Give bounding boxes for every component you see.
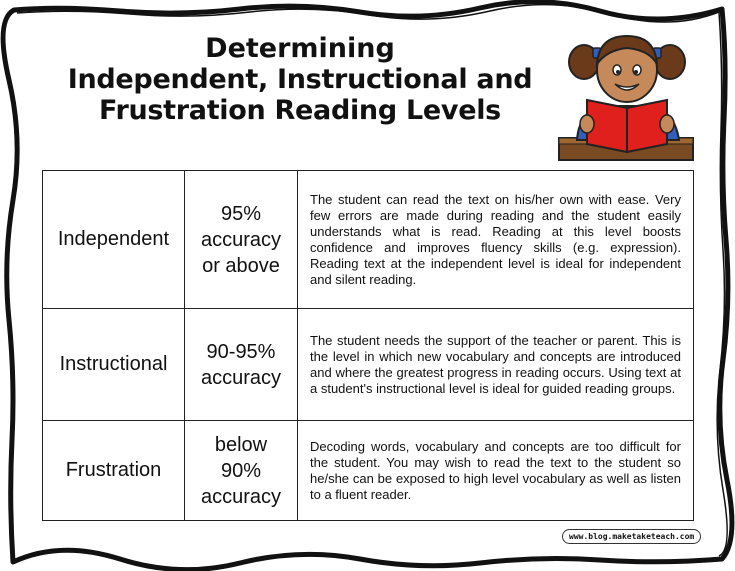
level-description: The student needs the support of the teacher or parent. This is the level in which new vocabulary and concepts are introduced and where the greatest progress in reading occurs. Using text at a student's instructional level is ideal for guided reading groups. bbox=[298, 309, 694, 421]
accuracy-line: accuracy bbox=[200, 228, 282, 251]
accuracy-line: 95% bbox=[220, 202, 262, 225]
table-row bbox=[43, 171, 694, 309]
accuracy-line: 90-95% bbox=[206, 340, 276, 363]
level-name: Frustration bbox=[43, 421, 185, 521]
level-name: Independent bbox=[43, 171, 185, 309]
level-name: Instructional bbox=[43, 309, 185, 421]
accuracy-line: accuracy bbox=[200, 485, 282, 508]
accuracy-line: below bbox=[214, 433, 268, 456]
level-accuracy bbox=[185, 309, 298, 421]
source-url[interactable]: www.blog.maketaketeach.com bbox=[562, 529, 701, 544]
level-accuracy bbox=[185, 421, 298, 521]
title-line-3: Frustration Reading Levels bbox=[99, 95, 501, 126]
reading-levels-table bbox=[42, 170, 694, 521]
table-row bbox=[43, 421, 694, 521]
girl-reading-book-icon bbox=[557, 20, 697, 165]
accuracy-line: 90% bbox=[220, 459, 262, 482]
accuracy-line: or above bbox=[202, 254, 280, 277]
level-description: Decoding words, vocabulary and concepts are too difficult for the student. You may wish to read the text to the student so he/she can be exposed to high level vocabulary as well as listen to a fluent reader. bbox=[298, 421, 694, 521]
table-row bbox=[43, 309, 694, 421]
accuracy-line: accuracy bbox=[200, 366, 282, 389]
level-description: The student can read the text on his/her own with ease. Very few errors are made during reading and the student easily understands what is read. Reading at this level boosts confidence and improves fluency skills (e.g. expression). Reading text at the independent level is ideal for independent and silent reading. bbox=[298, 171, 694, 309]
page-title bbox=[40, 33, 560, 126]
level-accuracy bbox=[185, 171, 298, 309]
title-line-1: Determining bbox=[205, 33, 395, 64]
title-line-2: Independent, Instructional and bbox=[67, 64, 533, 95]
